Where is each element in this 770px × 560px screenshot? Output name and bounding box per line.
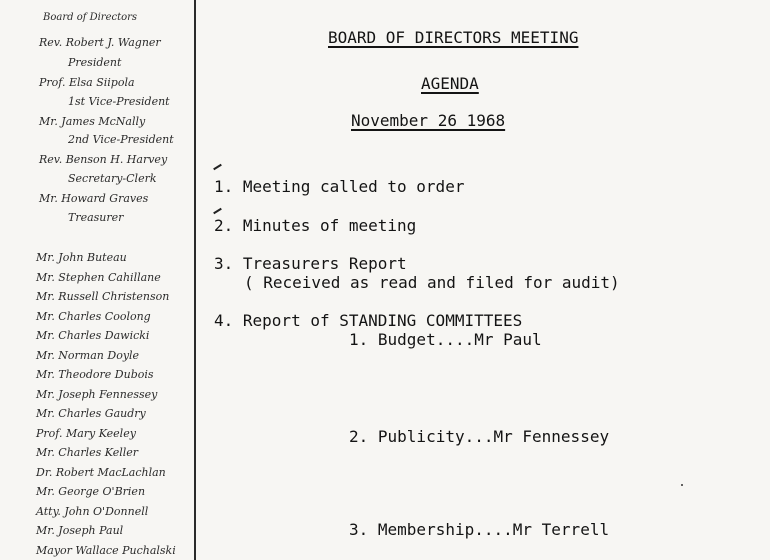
officer-name: Mr. Howard Graves xyxy=(39,192,149,205)
meeting-title: BOARD OF DIRECTORS MEETING xyxy=(328,28,579,47)
agenda-item: 4. Report of STANDING COMMITTEES xyxy=(214,311,523,330)
member-name: Mayor Wallace Puchalski xyxy=(36,543,176,557)
agenda-item: 3. Treasurers Report xyxy=(214,254,407,273)
member-name: Mr. George O'Brien xyxy=(36,485,146,498)
member-name: Mr. Charles Gaudry xyxy=(36,407,146,420)
member-name: Mr. Joseph Paul xyxy=(36,524,124,537)
committee-item: 2. Publicity...Mr Fennessey xyxy=(349,427,610,446)
paper-speck xyxy=(681,484,683,486)
officer-title: President xyxy=(68,56,122,69)
member-name: Atty. John O'Donnell xyxy=(36,504,149,518)
member-name: Mr. Joseph Fennessey xyxy=(36,387,158,401)
meeting-date: November 26 1968 xyxy=(351,111,506,130)
sidebar-divider xyxy=(194,0,196,560)
member-name: Mr. Theodore Dubois xyxy=(36,368,154,381)
check-mark-icon xyxy=(213,164,222,170)
officer-name: Mr. James McNally xyxy=(39,115,146,128)
member-list xyxy=(36,248,194,560)
member-name: Mr. Charles Keller xyxy=(36,446,139,459)
officer-title: Secretary-Clerk xyxy=(68,172,157,185)
member-name: Mr. Charles Coolong xyxy=(36,309,151,323)
agenda-item-note: ( Received as read and filed for audit) xyxy=(244,273,620,292)
member-name: Mr. Russell Christenson xyxy=(36,290,170,303)
member-name: Mr. Charles Dawicki xyxy=(36,329,150,342)
sidebar-heading: Board of Directors xyxy=(43,12,138,23)
officer-title: 1st Vice-President xyxy=(68,95,170,108)
agenda-item: 1. Meeting called to order xyxy=(214,177,465,196)
committee-item: 3. Membership....Mr Terrell xyxy=(349,520,610,539)
member-name: Prof. Mary Keeley xyxy=(36,426,136,440)
agenda-heading: AGENDA xyxy=(421,74,479,93)
member-name: Mr. Stephen Cahillane xyxy=(36,270,161,284)
check-mark-icon xyxy=(213,208,222,214)
officer-name: Rev. Robert J. Wagner xyxy=(39,36,161,49)
officer-name: Prof. Elsa Siipola xyxy=(39,76,135,89)
officer-name: Rev. Benson H. Harvey xyxy=(39,153,168,166)
officer-title: Treasurer xyxy=(68,211,124,224)
directors-sidebar xyxy=(0,0,194,560)
member-name: Mr. John Buteau xyxy=(36,251,127,264)
agenda-item: 2. Minutes of meeting xyxy=(214,216,417,235)
officer-title: 2nd Vice-President xyxy=(68,133,174,146)
member-name: Dr. Robert MacLachlan xyxy=(36,465,166,479)
committee-item: 1. Budget....Mr Paul xyxy=(349,330,542,349)
member-name: Mr. Norman Doyle xyxy=(36,348,140,362)
